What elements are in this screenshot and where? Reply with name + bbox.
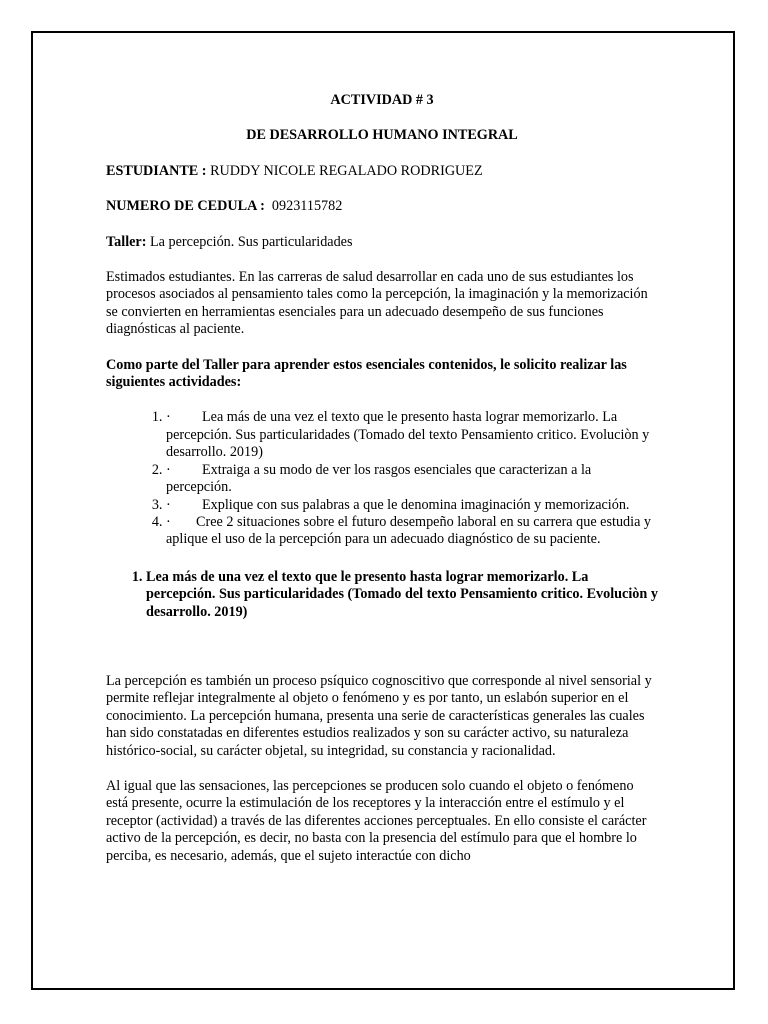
student-field: [106, 163, 658, 180]
list-item: [166, 514, 658, 549]
taller-value: La percepción. Sus particularidades: [150, 233, 353, 250]
intro-paragraph: Estimados estudiantes. En las carreras de salud desarrollar en cada uno de sus estudiantes los procesos asociados al pensamiento tales como la percepción, la imaginación y la memorización se convierten en herramientas esenciales para un adecuado desempeño de sus funciones diagnósticas al paciente.: [106, 269, 648, 338]
list-item: [166, 497, 658, 514]
cedula-value: 0923115782: [271, 198, 343, 215]
bullet-mark: ·: [166, 496, 171, 513]
bullet-mark: ·: [166, 513, 171, 530]
list-item: [166, 462, 658, 497]
activity-text: Extraiga a su modo de ver los rasgos esenciales que caracterizan a la percepción.: [166, 461, 592, 496]
list-item: [166, 409, 658, 461]
bullet-mark: ·: [166, 461, 171, 478]
activity-text: Cree 2 situaciones sobre el futuro desempeño laboral en su carrera que estudia y aplique el uso de la percepción para un adecuado diagnóstico de su paciente.: [166, 513, 652, 548]
body-paragraph-1: La percepción es también un proceso psíquico cognoscitivo que corresponde al nivel sensorial y permite reflejar integralmente al objeto o fenómeno y es por tanto, un eslabón superior en el conocimiento. La percepción humana, presenta una serie de características generales las cuales han sido constatadas en diferentes estudios realizados y son su carácter activo, su naturaleza histórico-social, su carácter objetal, su integridad, su constancia y racionalidad.: [106, 672, 652, 759]
section-heading-list: [106, 569, 658, 621]
activities-list: [106, 409, 658, 548]
section-heading: 1. Lea más de una vez el texto que le presento hasta lograr memorizarlo. La percepción. Sus particularidades (Tomado del texto Pensamiento critico. Evoluciòn y desarrollo. 2019): [146, 569, 658, 621]
bullet-mark: ·: [166, 409, 171, 426]
body-paragraph-2: Al igual que las sensaciones, las percepciones se producen solo cuando el objeto o fenómeno está presente, ocurre la estimulación de los receptores y la interacción entre el estímulo y el receptor (actividad) a través de las diferentes acciones perceptuales. En ello consiste el carácter activo de la percepción, es decir, no basta con la presencia del estímulo para que el hombre lo perciba, es necesario, además, que el sujeto interactúe con dicho: [106, 777, 647, 864]
student-label: ESTUDIANTE :: [106, 162, 207, 179]
student-value: RUDDY NICOLE REGALADO RODRIGUEZ: [210, 162, 483, 179]
document-content: [106, 92, 658, 883]
document-title: ACTIVIDAD # 3: [330, 92, 434, 108]
cedula-label: NUMERO DE CEDULA :: [106, 198, 265, 215]
activity-text: Explique con sus palabras a que le denomina imaginación y memorización.: [202, 496, 630, 513]
instruction-paragraph: Como parte del Taller para aprender estos esenciales contenidos, le solicito realizar las siguientes actividades:: [106, 356, 627, 391]
activity-text: Lea más de una vez el texto que le presento hasta lograr memorizarlo. La percepción. Sus particularidades (Tomado del texto Pensamiento critico. Evoluciòn y desarrollo. 2019): [166, 409, 650, 461]
taller-field: [106, 234, 658, 251]
cedula-field: [106, 198, 658, 215]
taller-label: Taller:: [106, 233, 147, 250]
document-subtitle: DE DESARROLLO HUMANO INTEGRAL: [246, 127, 518, 144]
